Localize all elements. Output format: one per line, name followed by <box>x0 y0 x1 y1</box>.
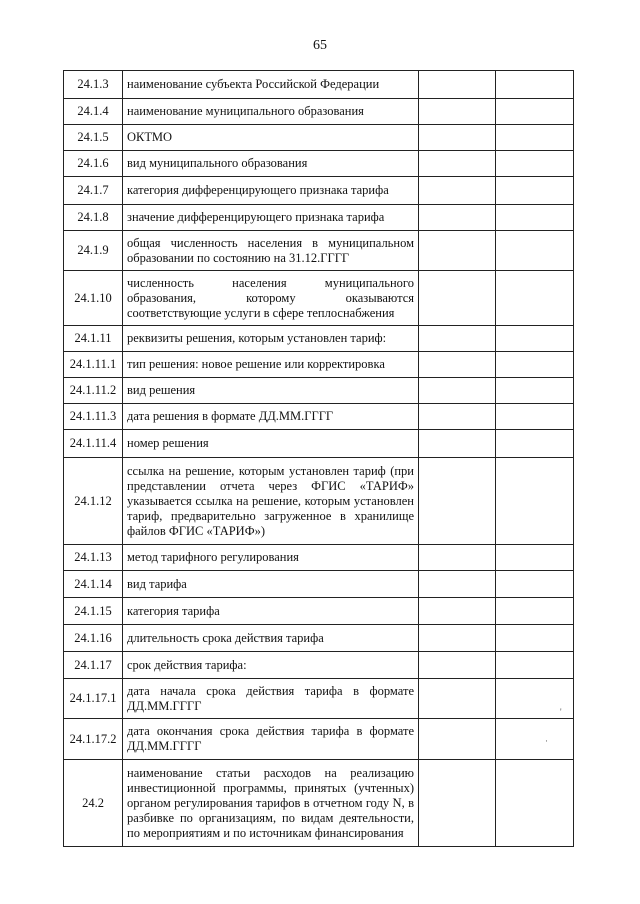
empty-cell <box>419 99 496 125</box>
empty-cell <box>419 430 496 458</box>
row-number: 24.1.17 <box>64 652 123 679</box>
empty-cell <box>496 99 574 125</box>
table-row <box>64 151 574 177</box>
table-row <box>64 125 574 151</box>
empty-cell <box>496 430 574 458</box>
table-row <box>64 352 574 378</box>
empty-cell <box>419 71 496 99</box>
empty-cell <box>496 571 574 598</box>
empty-cell <box>419 760 496 847</box>
empty-cell <box>419 326 496 352</box>
row-number: 24.1.17.1 <box>64 679 123 719</box>
empty-cell <box>419 271 496 326</box>
page-number: 65 <box>313 38 327 53</box>
empty-cell <box>419 545 496 571</box>
row-description: срок действия тарифа: <box>123 652 419 679</box>
row-description: ссылка на решение, которым установлен тариф (при представлении отчета через ФГИС «ТАРИФ» указывается ссылка на решение, которым установлен тариф, предварительно загруженное в хранилище файлов ФГИС «ТАРИФ») <box>123 458 419 545</box>
row-number: 24.1.11.1 <box>64 352 123 378</box>
row-description: категория дифференцирующего признака тарифа <box>123 177 419 205</box>
row-description: значение дифференцирующего признака тарифа <box>123 205 419 231</box>
row-number: 24.2 <box>64 760 123 847</box>
table-row <box>64 571 574 598</box>
row-number: 24.1.16 <box>64 625 123 652</box>
empty-cell <box>419 652 496 679</box>
table-row <box>64 378 574 404</box>
scan-speck: ' <box>560 707 562 717</box>
data-table <box>63 70 574 847</box>
row-number: 24.1.10 <box>64 271 123 326</box>
row-number: 24.1.7 <box>64 177 123 205</box>
table-row <box>64 679 574 719</box>
row-description: длительность срока действия тарифа <box>123 625 419 652</box>
table-row <box>64 545 574 571</box>
empty-cell <box>419 719 496 760</box>
empty-cell <box>496 404 574 430</box>
empty-cell <box>496 719 574 760</box>
scan-speck: · <box>545 736 548 746</box>
row-number: 24.1.17.2 <box>64 719 123 760</box>
table-row <box>64 625 574 652</box>
table-row <box>64 719 574 760</box>
table-row <box>64 231 574 271</box>
empty-cell <box>496 151 574 177</box>
table-row <box>64 326 574 352</box>
table-row <box>64 404 574 430</box>
empty-cell <box>496 231 574 271</box>
empty-cell <box>496 177 574 205</box>
row-number: 24.1.11.3 <box>64 404 123 430</box>
table-row <box>64 760 574 847</box>
row-description: наименование статьи расходов на реализацию инвестиционной программы, принятых (учтенных) органом регулирования тарифов в отчетном году N, в разбивке по организациям, по видам деятельности, по мероприятиям и по источникам финансирования <box>123 760 419 847</box>
empty-cell <box>496 760 574 847</box>
row-number: 24.1.12 <box>64 458 123 545</box>
row-number: 24.1.11 <box>64 326 123 352</box>
empty-cell <box>496 545 574 571</box>
row-description: наименование муниципального образования <box>123 99 419 125</box>
table-row <box>64 271 574 326</box>
row-description: вид решения <box>123 378 419 404</box>
table-row <box>64 598 574 625</box>
row-description: тип решения: новое решение или корректировка <box>123 352 419 378</box>
empty-cell <box>419 598 496 625</box>
row-description: численность населения муниципального образования, которому оказываются соответствующие услуги в сфере теплоснабжения <box>123 271 419 326</box>
empty-cell <box>419 177 496 205</box>
empty-cell <box>419 679 496 719</box>
empty-cell <box>496 378 574 404</box>
row-number: 24.1.13 <box>64 545 123 571</box>
empty-cell <box>419 352 496 378</box>
row-number: 24.1.5 <box>64 125 123 151</box>
empty-cell <box>496 125 574 151</box>
row-description: категория тарифа <box>123 598 419 625</box>
empty-cell <box>496 652 574 679</box>
table-row <box>64 177 574 205</box>
row-description: общая численность населения в муниципальном образовании по состоянию на 31.12.ГГГГ <box>123 231 419 271</box>
table-row <box>64 652 574 679</box>
row-description: наименование субъекта Российской Федерации <box>123 71 419 99</box>
empty-cell <box>496 71 574 99</box>
row-description: дата решения в формате ДД.ММ.ГГГГ <box>123 404 419 430</box>
empty-cell <box>419 458 496 545</box>
row-number: 24.1.11.2 <box>64 378 123 404</box>
row-number: 24.1.3 <box>64 71 123 99</box>
empty-cell <box>496 326 574 352</box>
empty-cell <box>496 352 574 378</box>
empty-cell <box>419 404 496 430</box>
table-row <box>64 205 574 231</box>
row-number: 24.1.6 <box>64 151 123 177</box>
empty-cell <box>419 625 496 652</box>
table-row <box>64 458 574 545</box>
empty-cell <box>496 598 574 625</box>
row-description: дата начала срока действия тарифа в формате ДД.ММ.ГГГГ <box>123 679 419 719</box>
empty-cell <box>496 205 574 231</box>
table-row <box>64 430 574 458</box>
row-description: дата окончания срока действия тарифа в формате ДД.ММ.ГГГГ <box>123 719 419 760</box>
empty-cell <box>496 271 574 326</box>
empty-cell <box>419 125 496 151</box>
empty-cell <box>419 231 496 271</box>
empty-cell <box>419 151 496 177</box>
empty-cell <box>496 625 574 652</box>
row-number: 24.1.14 <box>64 571 123 598</box>
empty-cell <box>419 378 496 404</box>
row-description: метод тарифного регулирования <box>123 545 419 571</box>
table-row <box>64 71 574 99</box>
row-description: номер решения <box>123 430 419 458</box>
row-description: вид муниципального образования <box>123 151 419 177</box>
row-number: 24.1.8 <box>64 205 123 231</box>
row-description: ОКТМО <box>123 125 419 151</box>
row-number: 24.1.4 <box>64 99 123 125</box>
row-number: 24.1.9 <box>64 231 123 271</box>
empty-cell <box>419 571 496 598</box>
row-number: 24.1.15 <box>64 598 123 625</box>
row-description: реквизиты решения, которым установлен тариф: <box>123 326 419 352</box>
row-number: 24.1.11.4 <box>64 430 123 458</box>
empty-cell <box>419 205 496 231</box>
table-row <box>64 99 574 125</box>
empty-cell <box>496 458 574 545</box>
row-description: вид тарифа <box>123 571 419 598</box>
